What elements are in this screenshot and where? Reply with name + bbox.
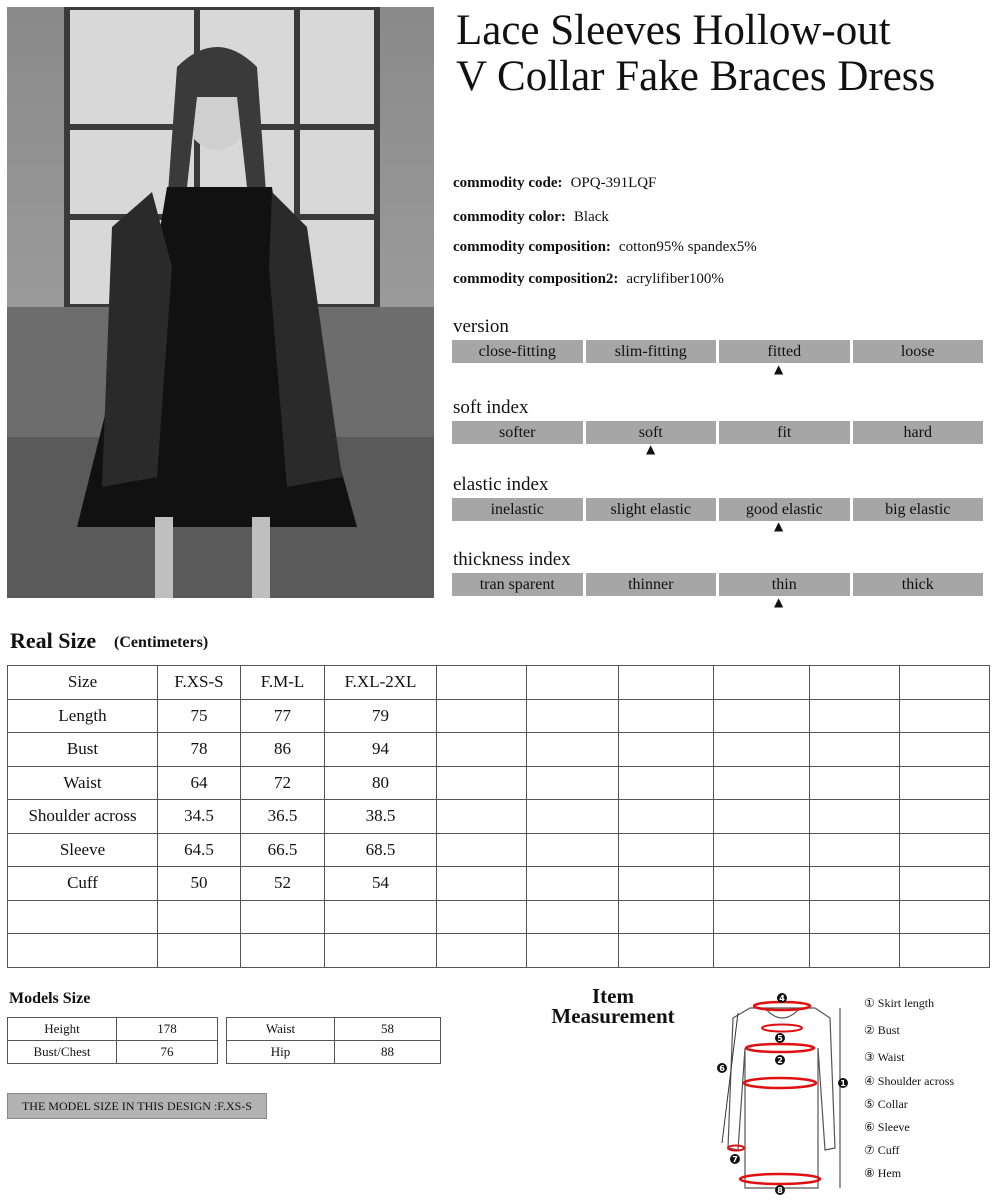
product-title [456,8,996,100]
real-size-title: Real Size [10,628,97,653]
dress-measurement-diagram [700,988,860,1198]
table-header-cell: F.M-L [241,666,325,700]
table-cell: 34.5 [158,800,241,834]
commodity-composition2-value: acrylifiber100% [626,271,724,287]
table-cell [158,934,241,968]
table-cell: 75 [158,699,241,733]
table-cell [437,766,527,800]
legend-number: ⑦ [864,1143,875,1157]
table-cell [900,766,990,800]
table-cell [437,900,527,934]
soft-index-option: soft [586,421,717,444]
table-header-cell [900,666,990,700]
commodity-composition-value: cotton95% spandex5% [618,239,757,255]
soft-index-scale [452,421,983,444]
table-cell [619,766,714,800]
hip-label: Hip [227,1041,335,1064]
table-header-cell [527,666,619,700]
legend-item [864,996,934,1011]
legend-number: ① [864,996,875,1010]
elastic-index-option: slight elastic [586,498,717,521]
table-cell [437,733,527,767]
bust-value: 76 [117,1041,218,1064]
table-cell [619,699,714,733]
table-cell [8,934,158,968]
diagram-number: 2 [777,1056,783,1065]
table-cell [619,900,714,934]
table-row [8,1041,218,1064]
legend-label: Bust [877,1023,900,1037]
table-cell: Shoulder across [8,800,158,834]
table-row [8,699,990,733]
diagram-number: 5 [777,1034,783,1043]
title-line-1: Lace Sleeves Hollow-out [456,7,891,54]
table-cell [810,733,900,767]
commodity-color-label: commodity color: [453,209,566,225]
table-cell [900,900,990,934]
legend-label: Cuff [877,1143,900,1157]
commodity-code-row [453,173,656,192]
commodity-composition-label: commodity composition: [453,239,611,255]
table-cell [437,867,527,901]
diagram-number: 4 [779,994,785,1003]
table-cell: Bust [8,733,158,767]
legend-label: Sleeve [877,1120,910,1134]
table-row [8,833,990,867]
table-cell [8,900,158,934]
version-option: close-fitting [452,340,583,363]
legend-item [864,1166,901,1181]
table-cell [810,766,900,800]
diagram-number: 1 [840,1079,846,1088]
legend-number: ⑤ [864,1097,875,1111]
table-cell [714,766,810,800]
legend-number: ③ [864,1050,875,1064]
version-option: fitted [719,340,850,363]
table-cell: 68.5 [325,833,437,867]
table-cell [714,733,810,767]
table-cell [437,800,527,834]
table-cell [527,900,619,934]
table-cell [619,833,714,867]
table-cell [619,800,714,834]
diagram-number: 8 [777,1186,783,1195]
waist-value: 58 [335,1018,441,1041]
elastic-index-option: big elastic [853,498,984,521]
table-cell [527,699,619,733]
table-cell [900,800,990,834]
legend-label: Shoulder across [877,1074,955,1088]
table-header-cell: F.XL-2XL [325,666,437,700]
table-cell [241,900,325,934]
table-cell [527,833,619,867]
table-cell: 72 [241,766,325,800]
legend-label: Hem [877,1166,902,1180]
table-cell [714,934,810,968]
version-option: slim-fitting [586,340,717,363]
table-cell: Length [8,699,158,733]
item-measurement-title-line-2: Measurement [551,1004,675,1028]
table-cell [527,733,619,767]
table-cell [810,867,900,901]
version-scale [452,340,983,363]
diagram-number: 7 [732,1155,738,1164]
real-size-unit: (Centimeters) [114,634,209,651]
height-value: 178 [117,1018,218,1041]
table-cell: Waist [8,766,158,800]
table-cell: 78 [158,733,241,767]
title-line-2: V Collar Fake Braces Dress [456,53,936,100]
legend-item [864,1023,900,1038]
table-cell [527,800,619,834]
thickness-index-option: thin [719,573,850,596]
table-header-cell [437,666,527,700]
commodity-composition2-label: commodity composition2: [453,271,619,287]
waist-label: Waist [227,1018,335,1041]
table-cell: 64 [158,766,241,800]
table-cell [900,867,990,901]
table-cell: 50 [158,867,241,901]
item-measurement-title-line-1: Item [592,984,634,1008]
legend-item [864,1050,905,1065]
table-cell [714,833,810,867]
table-cell [714,800,810,834]
size-table [7,665,990,968]
version-option: loose [853,340,984,363]
thickness-index-option: thinner [586,573,717,596]
table-cell: 77 [241,699,325,733]
product-photo [7,7,434,598]
table-header-cell [714,666,810,700]
thickness-index-option: thick [853,573,984,596]
table-cell [714,699,810,733]
table-cell [810,800,900,834]
height-label: Height [8,1018,117,1041]
legend-item [864,1097,908,1112]
models-table-right [226,1017,441,1064]
table-cell [619,934,714,968]
table-row [8,934,990,968]
table-cell: 86 [241,733,325,767]
table-cell: 36.5 [241,800,325,834]
diagram-number: 6 [719,1064,725,1073]
legend-number: ⑧ [864,1166,875,1180]
table-row [8,733,990,767]
model-size-note: THE MODEL SIZE IN THIS DESIGN :F.XS-S [7,1093,267,1119]
item-measurement-title [528,986,698,1026]
table-cell: 64.5 [158,833,241,867]
soft-index-selected-marker: ▲ [646,442,656,456]
table-header-cell: F.XS-S [158,666,241,700]
table-cell: Sleeve [8,833,158,867]
table-row [8,766,990,800]
hip-value: 88 [335,1041,441,1064]
elastic-index-scale [452,498,983,521]
table-cell [437,934,527,968]
legend-number: ⑥ [864,1120,875,1134]
table-cell [527,766,619,800]
legend-item [864,1143,900,1158]
table-cell [810,833,900,867]
legend-label: Waist [877,1050,905,1064]
elastic-index-title: elastic index [453,474,549,495]
table-cell: Cuff [8,867,158,901]
table-header-cell: Size [8,666,158,700]
table-cell: 38.5 [325,800,437,834]
table-cell [900,699,990,733]
table-cell [241,934,325,968]
table-cell [900,833,990,867]
legend-label: Collar [877,1097,908,1111]
table-cell [527,934,619,968]
table-cell [619,733,714,767]
table-row [8,800,990,834]
commodity-composition2-row [453,269,724,288]
table-cell [810,699,900,733]
soft-index-option: fit [719,421,850,444]
soft-index-title: soft index [453,397,529,418]
table-cell [900,934,990,968]
thickness-index-option: tran sparent [452,573,583,596]
table-row [8,867,990,901]
table-cell [714,900,810,934]
models-size-title: Models Size [9,990,91,1007]
elastic-index-selected-marker: ▲ [774,519,784,533]
table-cell [158,900,241,934]
table-header-cell [810,666,900,700]
table-row [8,1018,218,1041]
table-cell [325,900,437,934]
thickness-index-scale [452,573,983,596]
commodity-composition-row [453,237,757,256]
table-cell: 94 [325,733,437,767]
elastic-index-option: inelastic [452,498,583,521]
legend-item [864,1074,954,1089]
table-cell: 80 [325,766,437,800]
elastic-index-option: good elastic [719,498,850,521]
version-title: version [453,316,509,337]
thickness-index-selected-marker: ▲ [774,595,784,609]
commodity-code-label: commodity code: [453,175,563,191]
bust-label: Bust/Chest [8,1041,117,1064]
commodity-code-value: OPQ-391LQF [570,175,657,191]
table-row [227,1018,441,1041]
legend-item [864,1120,910,1135]
version-selected-marker: ▲ [774,362,784,376]
legend-number: ④ [864,1074,875,1088]
table-cell [527,867,619,901]
table-cell [810,900,900,934]
table-cell: 79 [325,699,437,733]
table-cell: 54 [325,867,437,901]
table-cell [810,934,900,968]
table-cell [619,867,714,901]
thickness-index-title: thickness index [453,549,571,570]
soft-index-option: softer [452,421,583,444]
table-cell [437,833,527,867]
size-table-header [8,666,990,700]
models-table-left [7,1017,218,1064]
table-cell [325,934,437,968]
soft-index-option: hard [853,421,984,444]
legend-number: ② [864,1023,875,1037]
table-cell [437,699,527,733]
table-row [8,900,990,934]
table-header-cell [619,666,714,700]
table-cell [900,733,990,767]
table-cell: 52 [241,867,325,901]
table-row [227,1041,441,1064]
commodity-color-value: Black [573,209,609,225]
table-cell [714,867,810,901]
commodity-color-row [453,207,609,226]
legend-label: Skirt length [877,996,935,1010]
table-cell: 66.5 [241,833,325,867]
